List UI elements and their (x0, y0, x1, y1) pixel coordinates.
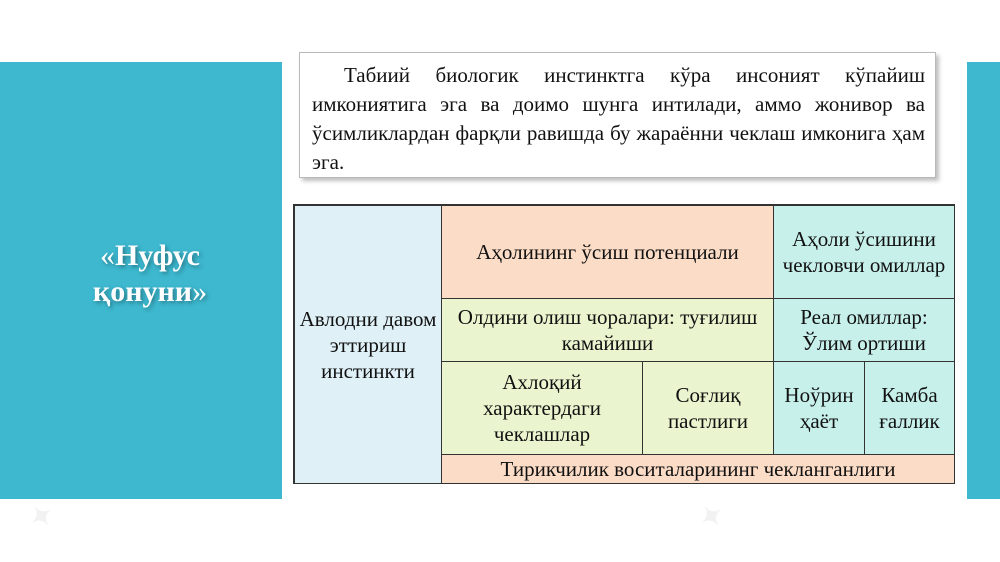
quote-text: Табиий биологик инстинктга кўра инсоният кўпайиш имкониятига эга ва доимо шунга интилади, аммо жонивор ва ўсимликлардан фарқли равишда бу жараённи чеклаш имконига ҳам эга. (312, 63, 925, 174)
slide-title (60, 238, 240, 310)
watermark-logo: ✦ (23, 497, 61, 536)
cell-subsistence-limits: Тирикчилик воситаларининг чекланганлиги (441, 454, 955, 484)
title-text: Нуфус қонуни (92, 239, 200, 308)
cell-instinct: Авлодни давом эттириш инстинкти (294, 205, 442, 484)
cell-low-health: Соғлиқ пастлиги (642, 361, 774, 455)
watermark-logo: ✦ (693, 497, 731, 536)
right-accent-bar (967, 62, 1000, 499)
title-open-quote: « (100, 239, 115, 272)
cell-poverty: Камба ғаллик (864, 361, 955, 455)
quote-box (299, 52, 936, 178)
cell-real-factors: Реал омиллар: Ўлим ортиши (773, 298, 955, 362)
population-law-table (293, 204, 955, 484)
cell-growth-potential: Аҳолининг ўсиш потенциали (441, 205, 774, 299)
title-close-quote: » (192, 275, 208, 308)
cell-moral-limits: Ахлоқий характердаги чеклашлар (441, 361, 643, 455)
cell-poor-life: Ноўрин ҳаёт (773, 361, 865, 455)
cell-preventive-measures: Олдини олиш чоралари: туғилиш камайиши (441, 298, 774, 362)
cell-limiting-factors: Аҳоли ўсишини чекловчи омиллар (773, 205, 955, 299)
